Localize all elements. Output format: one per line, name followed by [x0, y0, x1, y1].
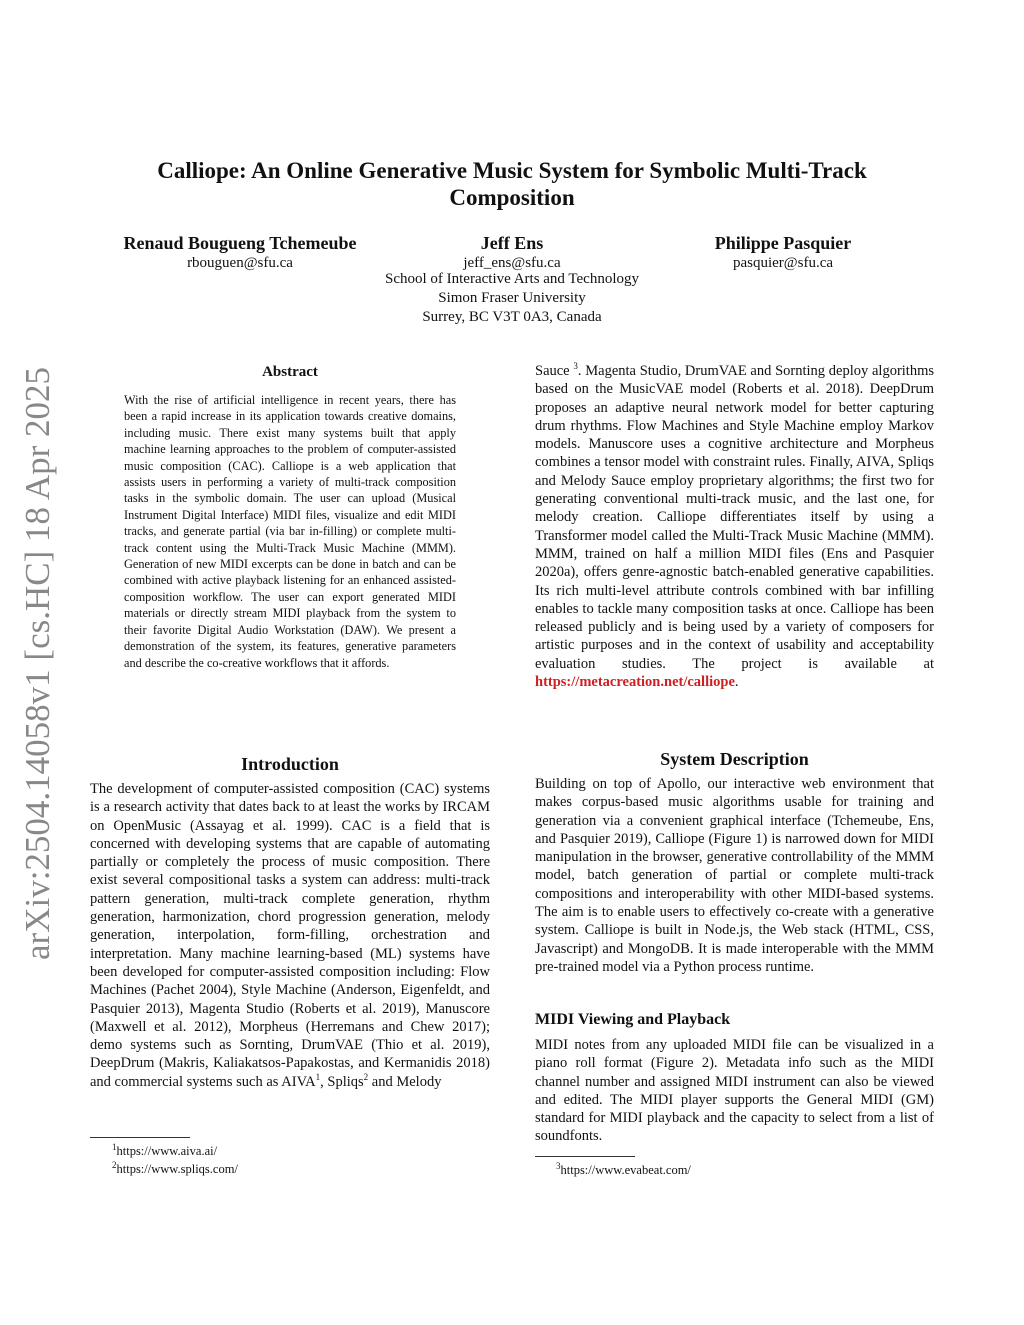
introduction-heading: Introduction [241, 754, 339, 774]
affiliation-school: School of Interactive Arts and Technology [384, 271, 640, 287]
introduction-text-end: and Melody [368, 1073, 442, 1090]
footnote-mark-1[interactable]: 1 [315, 1071, 321, 1082]
affiliation-address: Surrey, BC V3T 0A3, Canada [422, 309, 602, 325]
paper-title [100, 157, 924, 211]
footnote-1 [112, 1143, 217, 1159]
author-2 [392, 232, 632, 272]
related-work-continued: Sauce $^3$. Magenta Studio, DrumVAE and Sornting deploy algorithms based on the MusicVAE model (Roberts et al. 2018). DeepDrum proposes an adaptive neural network model for better capturing drum rhythms. Flow Machines and Style Machine employ Markov models. Manuscore uses a cognitive architecture and Morpheus combines a tensor model with constraint rules. Finally, AIVA, Spliqs and Melody Sauce employ proprietary algorithms; the first two for generating conventional multi-track music, and the last one, for melody creation. Calliope differentiates itself by using a Transformer model called the Multi-Track Music Machine (MMM). MMM, trained on half a million MIDI files (Ens and Pasquier 2020a), offers genre-agnostic batch-enabled generative capabilities. Its rich multi-level attribute controls combined with bar infilling enables to tackle many composition tasks at once. Calliope has been released publicly and is being used by a variety of composers for artistic purposes and in the context of usability and acceptability evaluation studies. The project is available at https://metacreation.net/calliope. [535, 361, 935, 691]
midi-viewing-heading: MIDI Viewing and Playback [535, 1011, 731, 1028]
author-email[interactable]: pasquier@sfu.ca [732, 255, 834, 271]
author-3 [663, 232, 903, 272]
introduction-text: The development of computer-assisted composition (CAC) systems is a research activity that dates back to at least the works by IRCAM on OpenMusic (Assayag et al. 1999). CAC is a field that is concerned with developing systems that are capable of automating partially or completely the process of music composition. There exist several compositional tasks a system can address: multi-track pattern generation, multi-track complete generation, rhythm generation, harmonization, chord progression generation, melody generation, interpolation, form-filling, orchestration and interpretation. Many machine learning-based (ML) systems have been developed for computer-assisted composition including: Flow Machines (Pachet 2004), Style Machine (Anderson, Eigenfeldt, and Pasquier 2013), Magenta Studio (Roberts et al. 2019), Manuscore (Maxwell et al. 2012), Morpheus (Herremans and Chew 2017); demo systems such as Sornting, DrumVAE (Thio et al. 2019), DeepDrum (Makris, Kaliakatsos-Papakostas, and Kermanidis 2018) and commercial systems such as AIVA [90, 781, 490, 1090]
footnote-number: 3 [556, 1160, 561, 1171]
arxiv-identifier: arXiv:2504.14058v1 [cs.HC] 18 Apr 2025 [18, 366, 57, 960]
system-description-heading: System Description [660, 749, 809, 769]
affiliation [312, 270, 712, 327]
title-line-1: Calliope: An Online Generative Music System for Symbolic Multi-Track [157, 158, 867, 183]
project-link[interactable]: https://metacreation.net/calliope [535, 674, 735, 691]
affiliation-university: Simon Fraser University [438, 290, 586, 306]
introduction-body [90, 780, 490, 1091]
title-line-2: Composition [449, 185, 575, 210]
footnote-mark-2[interactable]: 2 [363, 1071, 369, 1082]
author-name: Jeff Ens [480, 233, 544, 253]
footnote-3 [556, 1162, 691, 1178]
system-description-body: Building on top of Apollo, our interactive web environment that makes corpus-based music algorithms usable for training and generation via a convenient graphical interface (Tchemeube, Ens, and Pasquier 2019), Calliope (Figure 1) is narrowed down for MIDI manipulation in the browser, generative controllability of the MMM model, batch generation of partial or complete multi-track compositions and interoperability with other MIDI-based systems. The aim is to enable users to effectively co-create with a generative system. Calliope is built in Node.js, the Web stack (HTML, CSS, Javascript) and MongoDB. It is made interoperable with the MMM pre-trained model via a Python process runtime. [535, 776, 934, 975]
related-work-start: Sauce [535, 363, 570, 379]
abstract-heading: Abstract [262, 364, 318, 380]
footnote-mark-3[interactable]: 3 [573, 361, 578, 372]
footnote-2 [112, 1161, 238, 1177]
abstract-body: With the rise of artificial intelligence in recent years, there has been a rapid increase in its application towards creative domains, including music. There exist many systems built that apply machine learning approaches to the problem of computer-assisted music composition (CAC). Calliope is a web application that assists users in performing a variety of multi-track composition tasks in the symbolic domain. The user can upload (Musical Instrument Digital Interface) MIDI files, visualize and edit MIDI tracks, and generate partial (via bar in-filling) or complete multi-track content using the Multi-Track Music Machine (MMM). Generation of new MIDI excerpts can be done in batch and can be combined with active playback listening for an enhanced assisted-composition workflow. The user can export generated MIDI materials or directly stream MIDI playback from the system to their favorite Digital Audio Workstation (DAW). We present a demonstration of the system, its features, generative parameters and describe the co-creative workflows that it affords. [124, 393, 456, 670]
footnote-number: 2 [112, 1159, 117, 1170]
author-name: Philippe Pasquier [714, 233, 852, 253]
author-1 [90, 232, 390, 272]
midi-viewing-body: MIDI notes from any uploaded MIDI file can be visualized in a piano roll format (Figure 2). Metadata info such as the MIDI channel number and assigned MIDI instrument can also be viewed and edited. The MIDI player supports the General MIDI (GM) standard for MIDI playback and the capacity to select from a list of soundfonts. [535, 1037, 934, 1145]
footnote-rule-right [535, 1156, 635, 1157]
author-email[interactable]: rbouguen@sfu.ca [187, 255, 293, 271]
footnote-url[interactable]: https://www.evabeat.com/ [560, 1163, 691, 1177]
introduction-text-cont: , Spliqs [320, 1073, 364, 1090]
footnote-url[interactable]: https://www.spliqs.com/ [116, 1162, 238, 1176]
author-email[interactable]: jeff_ens@sfu.ca [463, 255, 561, 271]
footnote-rule-left [90, 1137, 190, 1138]
footnote-url[interactable]: https://www.aiva.ai/ [116, 1144, 218, 1158]
author-name: Renaud Bougueng Tchemeube [123, 233, 357, 253]
related-work-text: . Magenta Studio, DrumVAE and Sornting deploy algorithms based on the MusicVAE model (Roberts et al. 2018). DeepDrum proposes an adaptive neural network model for better capturing drum rhythms. Flow Machines and Style Machine employ Markov models. Manuscore uses a cognitive architecture and Morpheus combines a tensor model with constraint rules. Finally, AIVA, Spliqs and Melody Sauce employ proprietary algorithms; the first two for generating conventional multi-track music, and the last one, for melody creation. Calliope differentiates itself by using a Transformer model called the Multi-Track Music Machine (MMM). MMM, trained on half a million MIDI files (Ens and Pasquier 2020a), offers genre-agnostic batch-enabled generative capabilities. Its rich multi-level attribute controls combined with bar infilling enables to tackle many composition tasks at once. Calliope has been released publicly and is being used by a variety of composers for artistic purposes and in the context of usability and acceptability evaluation studies. The project is available at [535, 363, 935, 672]
footnote-number: 1 [112, 1141, 117, 1152]
